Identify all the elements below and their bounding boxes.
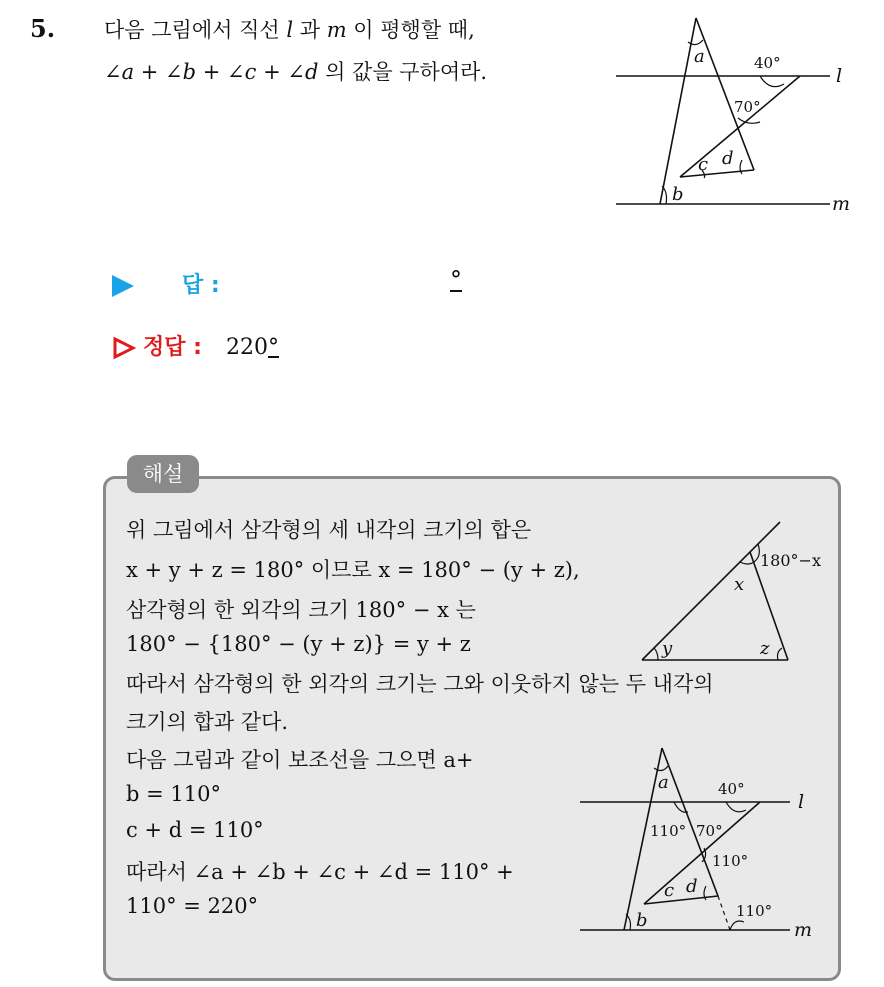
solution-line: x + y + z = 180° 이므로 x = 180° − (y + z), [126,558,580,582]
auxiliary-line-figure [576,744,824,944]
label-x: x [734,574,745,595]
label-110-middle: 110° [712,852,749,870]
line-l-label: l [798,791,805,813]
correct-answer-row [112,330,279,361]
answer-blank[interactable]: ° [450,266,462,294]
label-exterior-angle: 180°−x [760,551,821,570]
parallel-lines-figure [610,12,860,222]
question-line-1 [104,14,475,44]
question-text-part: 과 [293,18,327,42]
solution-line: 위 그림에서 삼각형의 세 내각의 크기의 합은 [126,518,532,542]
label-b: b [672,184,684,205]
question-text-part: 이 평행할 때, [346,18,475,42]
label-d: d [722,148,734,169]
bottom-segment [680,170,754,177]
answer-label: 답 : [182,273,220,298]
answer-row [112,268,220,299]
line-m-label: m [794,919,813,941]
question-line-2 [104,56,487,86]
label-a: a [694,46,705,67]
line-l-label: l [836,65,843,87]
angle-sum-expression: ∠a + ∠b + ∠c + ∠d [104,60,319,84]
play-triangle-icon [112,275,134,297]
correct-number: 220 [225,335,268,360]
solution-tag: 해설 [127,455,199,493]
label-110-left: 110° [650,822,687,840]
label-40-degrees: 40° [718,780,745,798]
label-70-degrees: 70° [734,98,761,116]
label-110-bottom: 110° [736,902,773,920]
solution-line: 크기의 합과 같다. [126,710,289,734]
label-c: c [664,880,675,901]
exterior-angle-triangle-figure [636,518,836,666]
label-70-degrees: 70° [696,822,723,840]
correct-label: 정답 : [143,335,202,360]
var-l: l [286,18,294,42]
solution-line: c + d = 110° [126,818,264,842]
question-text-part: 의 값을 구하여라. [318,60,488,84]
solution-line: b = 110° [126,782,221,806]
solution-line: 180° − {180° − (y + z)} = y + z [126,632,471,656]
solution-line: 삼각형의 한 외각의 크기 180° − x 는 [126,598,476,622]
outline-triangle-icon [112,336,136,360]
label-c: c [698,154,709,175]
question-number: 5. [30,14,56,43]
solution-line: 110° = 220° [126,894,259,918]
correct-degree: ° [267,335,279,360]
solution-line: 따라서 ∠a + ∠b + ∠c + ∠d = 110° + [126,860,514,884]
var-m: m [326,18,347,42]
label-40-degrees: 40° [754,54,781,72]
question-text-part: 다음 그림에서 직선 [104,18,287,42]
correct-value [226,335,279,360]
label-a: a [658,772,669,793]
label-d: d [686,876,698,897]
solution-line: 다음 그림과 같이 보조선을 그으면 a+ [126,748,474,772]
label-b: b [636,910,648,931]
line-m-label: m [832,193,851,215]
solution-line: 따라서 삼각형의 한 외각의 크기는 그와 이웃하지 않는 두 내각의 [126,672,714,696]
label-y: y [662,638,673,659]
label-z: z [760,638,770,659]
